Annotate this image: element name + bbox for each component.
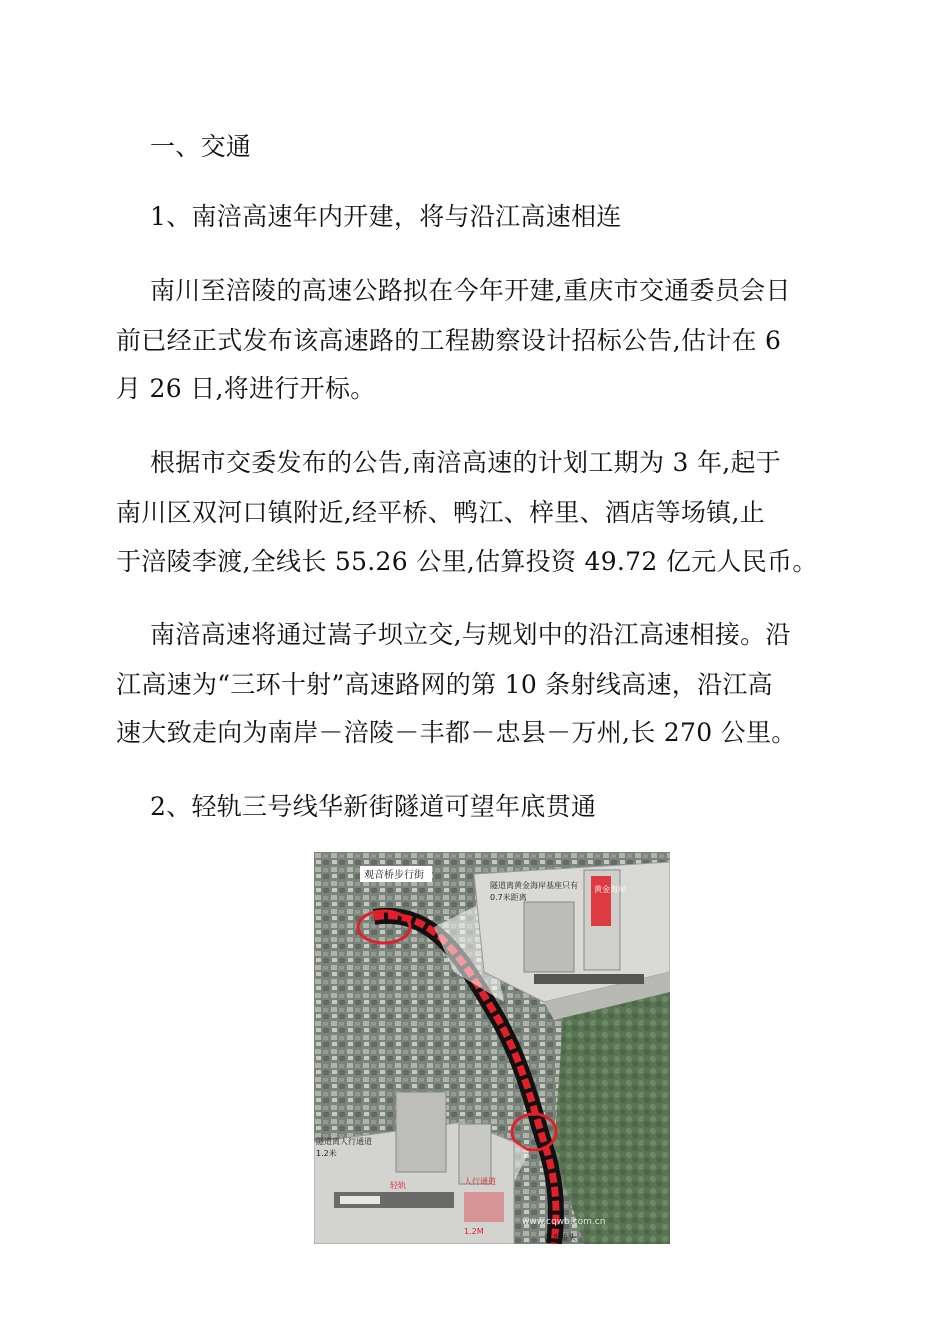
inset-bottom-text-1: 隧道离人行通道: [316, 1137, 372, 1146]
paragraph-3-line-3: 速大致走向为南岸－涪陵－丰都－忠县－万州,长 270 公里。: [116, 718, 797, 747]
paragraph-2-line-2: 南川区双河口镇附近,经平桥、鸭江、梓里、酒店等场镇,止: [116, 498, 765, 527]
paragraph-3-line-1: 南涪高速将通过嵩子坝立交,与规划中的沿江高速相接。沿: [150, 620, 791, 649]
paragraph-1-line-2: 前已经正式发布该高速路的工程勘察设计招标公告,估计在 6: [116, 326, 782, 355]
section-heading: 一、交通: [150, 132, 252, 161]
paragraph-2-line-3: 于涪陵李渡,全线长 55.26 公里,估算投资 49.72 亿元人民币。: [116, 547, 818, 576]
inset-top-text-2: 0.7米距离: [490, 893, 527, 902]
paragraph-3-line-2: 江高速为“三环十射”高速路网的第 10 条射线高速，沿江高: [116, 670, 773, 699]
bridge-label: 江北桥头: [544, 1233, 576, 1242]
subsection-title-1: 1、南涪高速年内开建，将与沿江高速相连: [150, 202, 622, 231]
tunnel-map-figure: [314, 852, 670, 1244]
tunnel-map-illustration: [314, 852, 670, 1244]
inset-red-building-text: 黄金海岸: [594, 885, 626, 894]
paragraph-1-line-3: 月 26 日,将进行开标。: [116, 374, 376, 403]
paragraph-1-line-1: 南川至涪陵的高速公路拟在今年开建,重庆市交通委员会日: [150, 276, 791, 305]
watermark-text: www.cqwb.com.cn: [522, 1217, 606, 1227]
inset-top-text-1: 隧道离黄金海岸基座只有: [490, 881, 578, 890]
top-label-text: 观音桥步行街: [364, 870, 424, 881]
lightrail-label: 轻轨: [390, 1181, 406, 1190]
distance-label: 1.2M: [464, 1227, 484, 1236]
inset-bottom-text-2: 1.2米: [316, 1149, 337, 1158]
paragraph-2-line-1: 根据市交委发布的公告,南涪高速的计划工期为 3 年,起于: [150, 448, 782, 477]
subsection-title-2: 2、轻轨三号线华新街隧道可望年底贯通: [150, 792, 597, 821]
walkway-label: 人行通道: [464, 1177, 496, 1186]
